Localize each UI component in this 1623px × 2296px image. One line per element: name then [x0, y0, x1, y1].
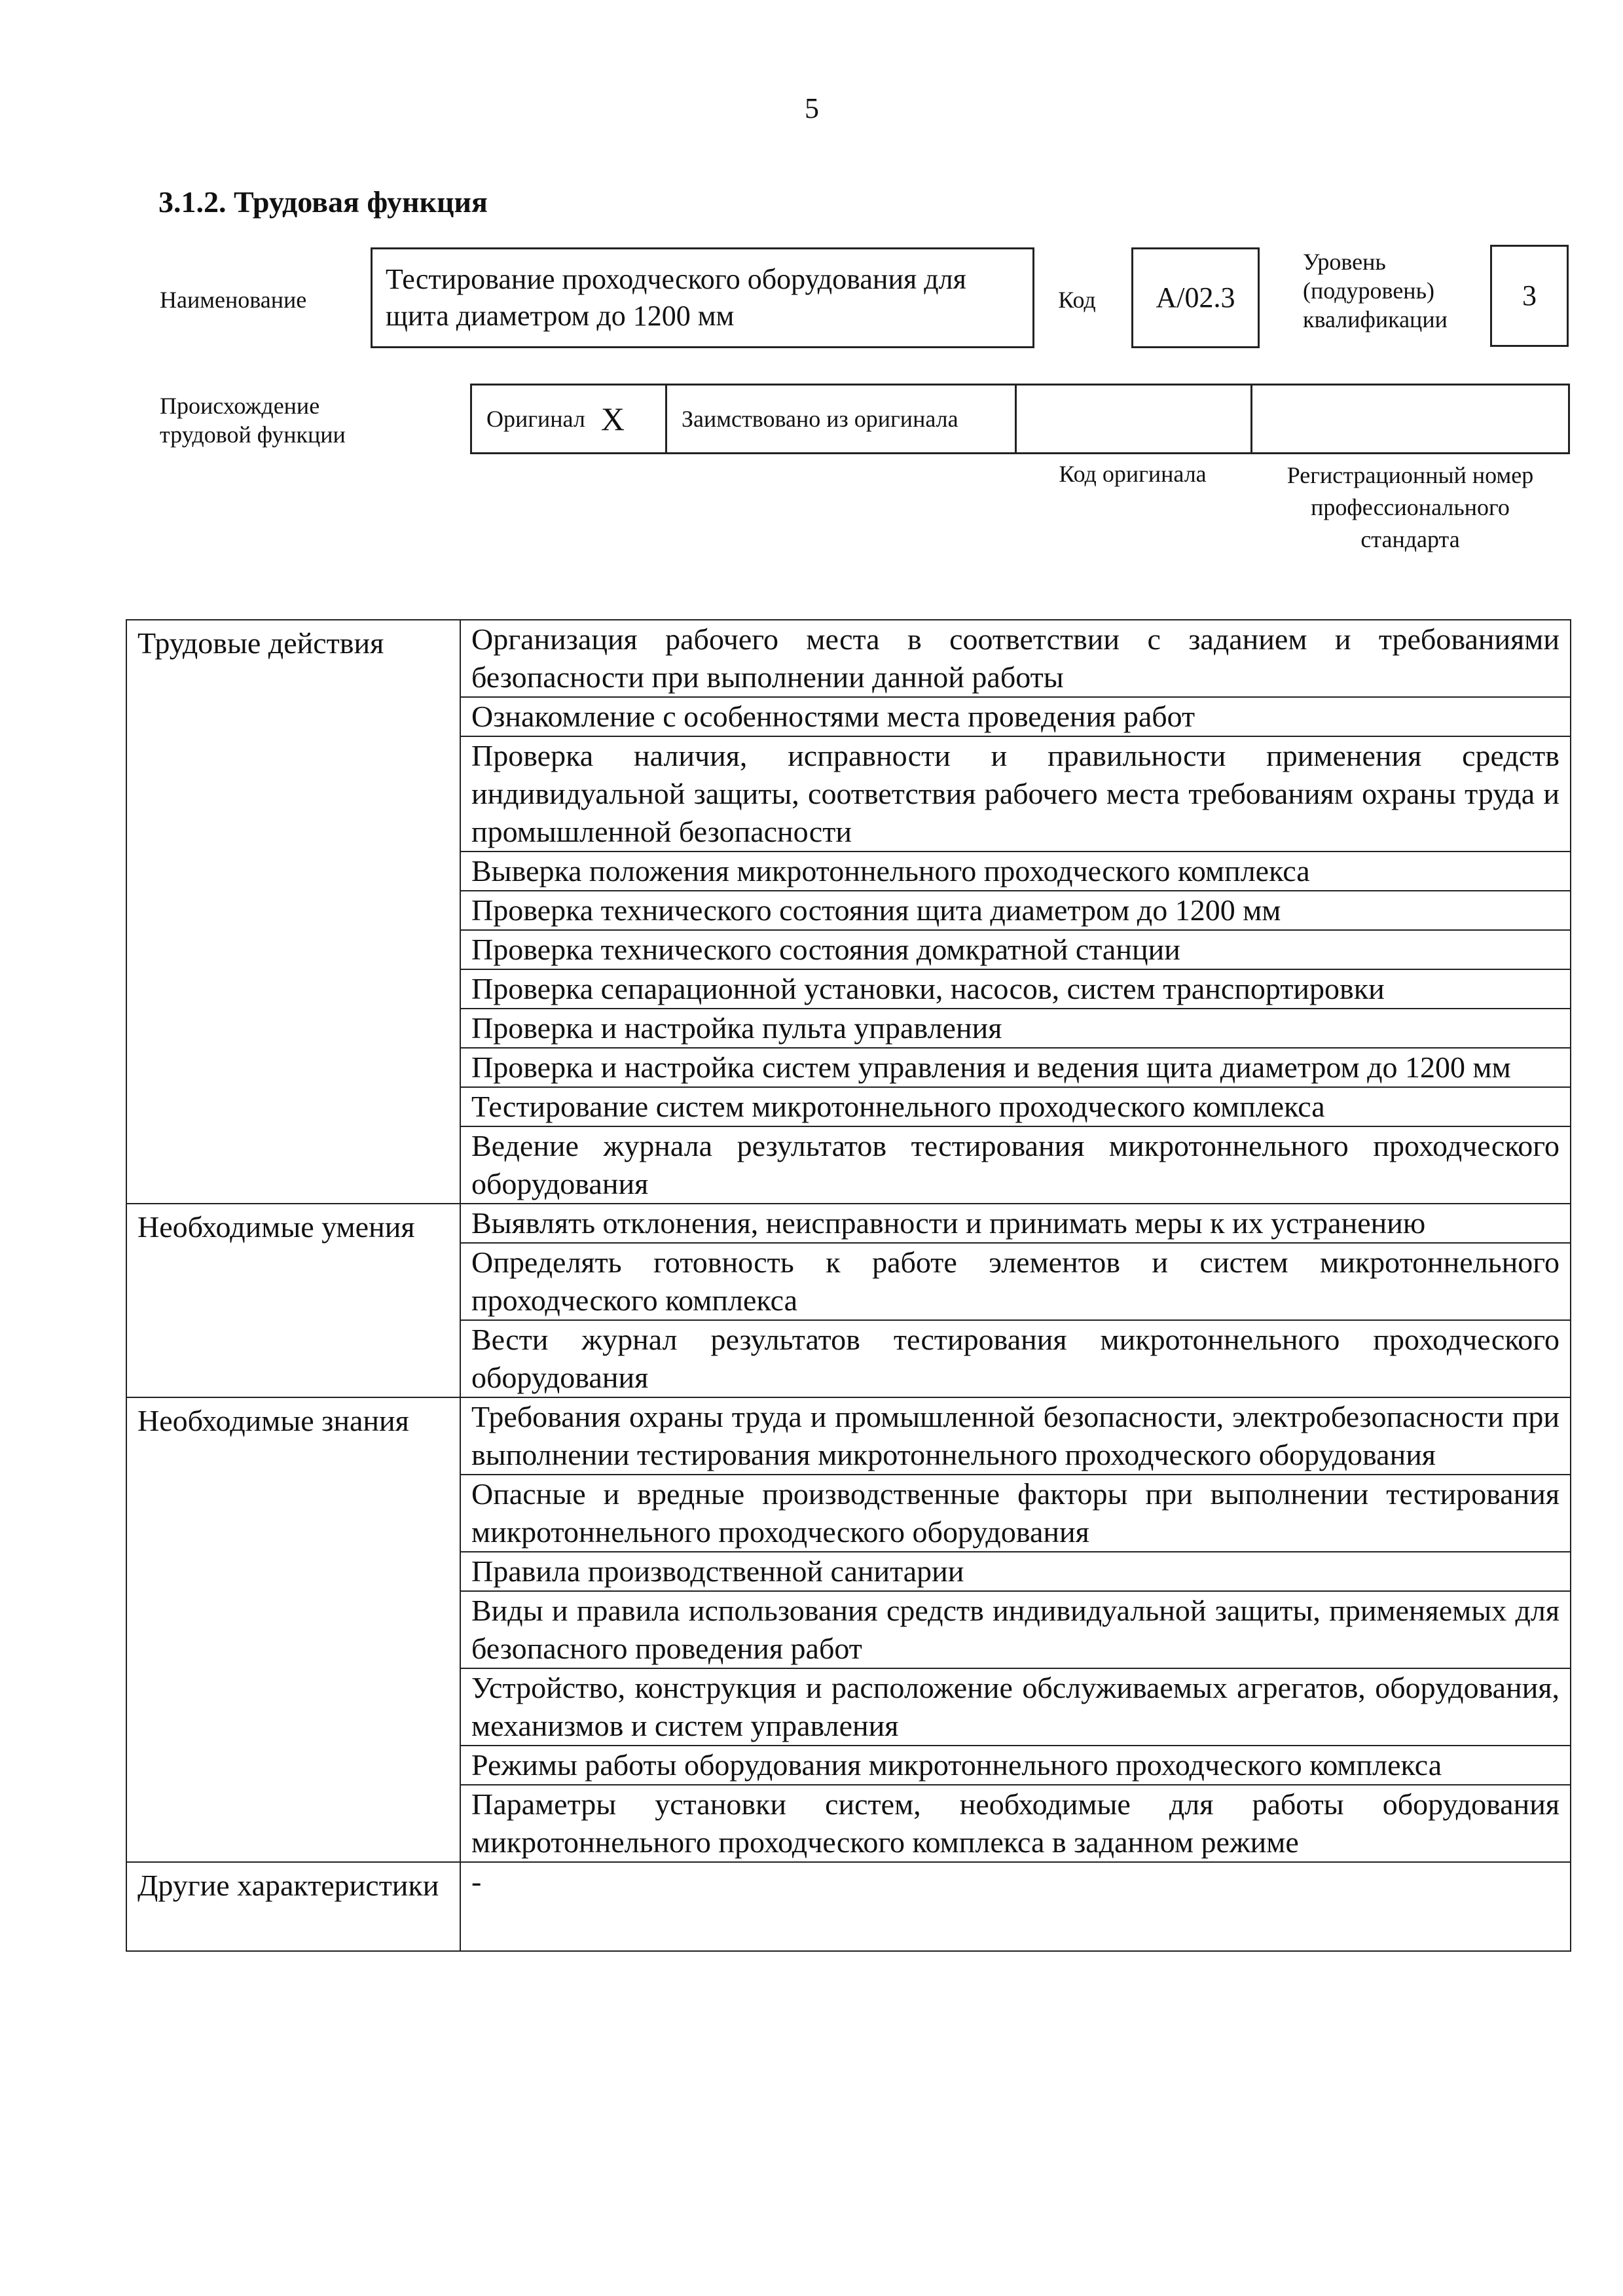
- labor-function-table: [126, 619, 1571, 1952]
- labor-action-5: Проверка технического состояния щита диаметром до 1200 мм: [460, 891, 1571, 930]
- table-row: [126, 1204, 1571, 1243]
- name-value: Тестирование проходческого оборудования для щита диаметром до 1200 мм: [386, 263, 966, 332]
- labor-action-10: Тестирование систем микротоннельного проходческого комплекса: [460, 1087, 1571, 1126]
- labor-action-6: Проверка технического состояния домкратной станции: [460, 930, 1571, 969]
- original-code-cell: [1017, 386, 1252, 452]
- code-value: А/02.3: [1156, 281, 1235, 314]
- code-caption: Код оригинала: [1059, 461, 1207, 487]
- labor-action-3: Проверка наличия, исправности и правильности применения средств индивидуальной защиты, соответствия рабочего места требованиям охраны труда и промышленной безопасности: [460, 736, 1571, 852]
- labor-action-4: Выверка положения микротоннельного проходческого комплекса: [460, 852, 1571, 891]
- table-row: [126, 1862, 1571, 1951]
- skill-1: Выявлять отклонения, неисправности и принимать меры к их устранению: [460, 1204, 1571, 1243]
- name-value-box: [371, 247, 1034, 348]
- original-cell: [472, 386, 667, 452]
- labor-action-8: Проверка и настройка пульта управления: [460, 1009, 1571, 1048]
- labor-action-7: Проверка сепарационной установки, насосов, систем транспортировки: [460, 969, 1571, 1009]
- labor-action-9: Проверка и настройка систем управления и ведения щита диаметром до 1200 мм: [460, 1048, 1571, 1087]
- page-number: 5: [805, 92, 819, 124]
- table-row: [126, 620, 1571, 697]
- reg-caption: Регистрационный номер профессионального стандарта: [1286, 462, 1534, 552]
- code-label: Код: [1058, 287, 1096, 313]
- section-heading: 3.1.2. Трудовая функция: [158, 185, 488, 219]
- level-value: 3: [1522, 279, 1537, 312]
- knowledge-3: Правила производственной санитарии: [460, 1552, 1571, 1591]
- labor-action-1: Организация рабочего места в соответствии с заданием и требованиями безопасности при выполнении данной работы: [460, 620, 1571, 697]
- labor-action-2: Ознакомление с особенностями места проведения работ: [460, 697, 1571, 736]
- origin-label: Происхождение трудовой функции: [160, 393, 346, 448]
- borrowed-cell: Заимствовано из оригинала: [667, 386, 1017, 452]
- knowledge-6: Режимы работы оборудования микротоннельного проходческого комплекса: [460, 1746, 1571, 1785]
- labor-actions-label: Трудовые действия: [126, 620, 460, 1204]
- skill-2: Определять готовность к работе элементов и систем микротоннельного проходческого комплекса: [460, 1243, 1571, 1320]
- other-label: Другие характеристики: [126, 1862, 460, 1951]
- knowledge-label: Необходимые знания: [126, 1397, 460, 1862]
- level-label: Уровень (подуровень) квалификации: [1303, 249, 1448, 332]
- knowledge-7: Параметры установки систем, необходимые для работы оборудования микротоннельного проходческого комплекса в заданном режиме: [460, 1785, 1571, 1862]
- name-label: Наименование: [160, 287, 307, 313]
- original-mark: X: [600, 401, 625, 437]
- original-label: Оригинал: [486, 406, 585, 432]
- origin-row: [470, 384, 1570, 454]
- reg-number-cell: [1252, 386, 1568, 452]
- knowledge-4: Виды и правила использования средств индивидуальной защиты, применяемых для безопасного проведения работ: [460, 1591, 1571, 1668]
- skills-label: Необходимые умения: [126, 1204, 460, 1397]
- other-value: -: [460, 1862, 1571, 1951]
- table-row: [126, 1397, 1571, 1475]
- level-value-box: [1490, 245, 1569, 347]
- knowledge-2: Опасные и вредные производственные факторы при выполнении тестирования микротоннельного проходческого оборудования: [460, 1475, 1571, 1552]
- labor-action-11: Ведение журнала результатов тестирования микротоннельного проходческого оборудования: [460, 1126, 1571, 1204]
- knowledge-5: Устройство, конструкция и расположение обслуживаемых агрегатов, оборудования, механизмов и систем управления: [460, 1668, 1571, 1746]
- skill-3: Вести журнал результатов тестирования микротоннельного проходческого оборудования: [460, 1320, 1571, 1397]
- knowledge-1: Требования охраны труда и промышленной безопасности, электробезопасности при выполнении тестирования микротоннельного проходческого оборудования: [460, 1397, 1571, 1475]
- code-value-box: [1131, 247, 1260, 348]
- table-body: [126, 620, 1571, 1951]
